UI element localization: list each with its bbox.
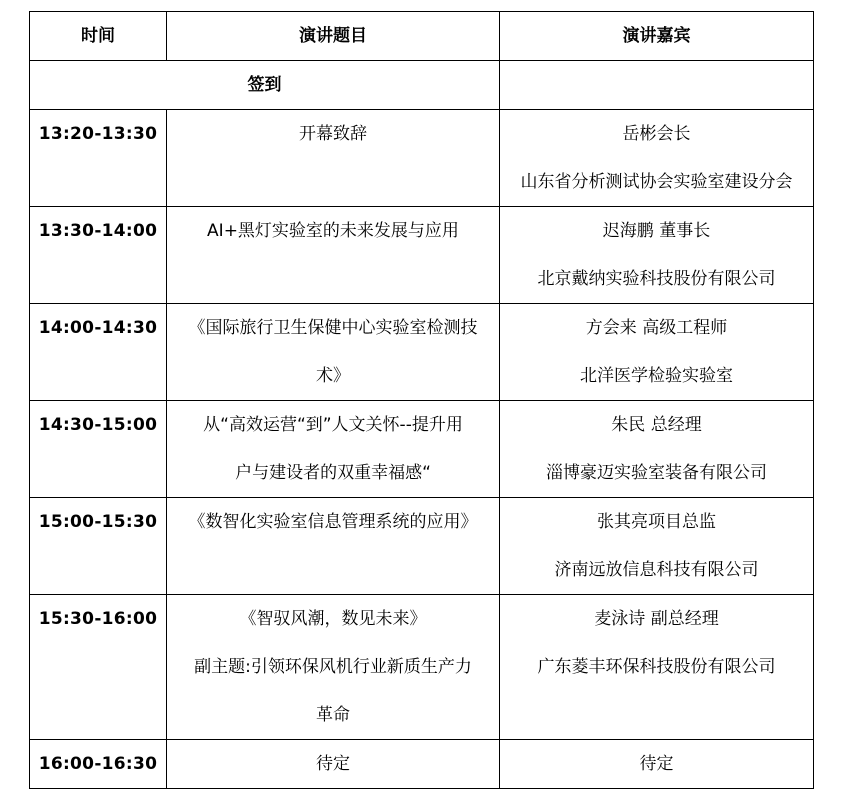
table-row — [30, 110, 814, 207]
speaker-name: 朱民 总经理 — [611, 415, 702, 435]
time-cell: 13:20-13:30 — [30, 110, 167, 207]
topic-line: 革命 — [316, 705, 350, 725]
table-row — [30, 207, 814, 304]
speaker-name: 岳彬会长 — [622, 124, 691, 144]
topic-cell — [167, 110, 500, 207]
speaker-org: 北京戴纳实验科技股份有限公司 — [537, 269, 776, 289]
checkin-empty-cell — [500, 61, 814, 110]
header-time: 时间 — [30, 12, 167, 61]
table-row — [30, 740, 814, 789]
checkin-row — [30, 61, 814, 110]
time-cell: 14:00-14:30 — [30, 304, 167, 401]
topic-line: 术》 — [316, 366, 350, 386]
topic-cell — [167, 595, 500, 740]
topic-line: 开幕致辞 — [299, 124, 367, 144]
speaker-cell — [500, 595, 814, 740]
topic-line: 《数智化实验室信息管理系统的应用》 — [188, 512, 478, 532]
topic-line: 户与建设者的双重幸福感“ — [235, 463, 431, 483]
time-cell: 14:30-15:00 — [30, 401, 167, 498]
topic-line: 《国际旅行卫生保健中心实验室检测技 — [188, 318, 478, 338]
speaker-cell — [500, 110, 814, 207]
speaker-name: 待定 — [639, 754, 674, 774]
speaker-org: 广东菱丰环保科技股份有限公司 — [537, 657, 776, 677]
speaker-cell — [500, 401, 814, 498]
table-row — [30, 498, 814, 595]
agenda-table — [29, 11, 814, 789]
speaker-org: 山东省分析测试协会实验室建设分会 — [520, 172, 793, 192]
speaker-name: 方会来 高级工程师 — [585, 318, 728, 338]
table-row — [30, 595, 814, 740]
topic-line: 从“高效运营“到”人文关怀--提升用 — [203, 415, 463, 435]
speaker-org: 北洋医学检验实验室 — [580, 366, 733, 386]
speaker-org: 淄博豪迈实验室装备有限公司 — [546, 463, 767, 483]
speaker-org: 济南远放信息科技有限公司 — [554, 560, 759, 580]
speaker-cell — [500, 304, 814, 401]
topic-cell — [167, 207, 500, 304]
speaker-cell — [500, 740, 814, 789]
topic-line: 《智驭风潮，数见未来》 — [239, 609, 427, 629]
topic-cell — [167, 401, 500, 498]
header-row — [30, 12, 814, 61]
topic-line: 副主题:引领环保风机行业新质生产力 — [194, 657, 472, 677]
header-speaker: 演讲嘉宾 — [500, 12, 814, 61]
table-row — [30, 401, 814, 498]
speaker-cell — [500, 498, 814, 595]
topic-cell — [167, 740, 500, 789]
speaker-cell — [500, 207, 814, 304]
time-cell: 15:30-16:00 — [30, 595, 167, 740]
header-topic: 演讲题目 — [167, 12, 500, 61]
topic-line: 待定 — [316, 754, 350, 774]
time-cell: 16:00-16:30 — [30, 740, 167, 789]
speaker-name: 迟海鹏 董事长 — [602, 221, 711, 241]
checkin-label: 签到 — [30, 61, 500, 110]
time-cell: 15:00-15:30 — [30, 498, 167, 595]
speaker-name: 麦泳诗 副总经理 — [594, 609, 719, 629]
speaker-name: 张其亮项目总监 — [597, 512, 716, 532]
time-cell: 13:30-14:00 — [30, 207, 167, 304]
topic-cell — [167, 498, 500, 595]
topic-line: AI+黑灯实验室的未来发展与应用 — [207, 221, 459, 241]
topic-cell — [167, 304, 500, 401]
table-row — [30, 304, 814, 401]
